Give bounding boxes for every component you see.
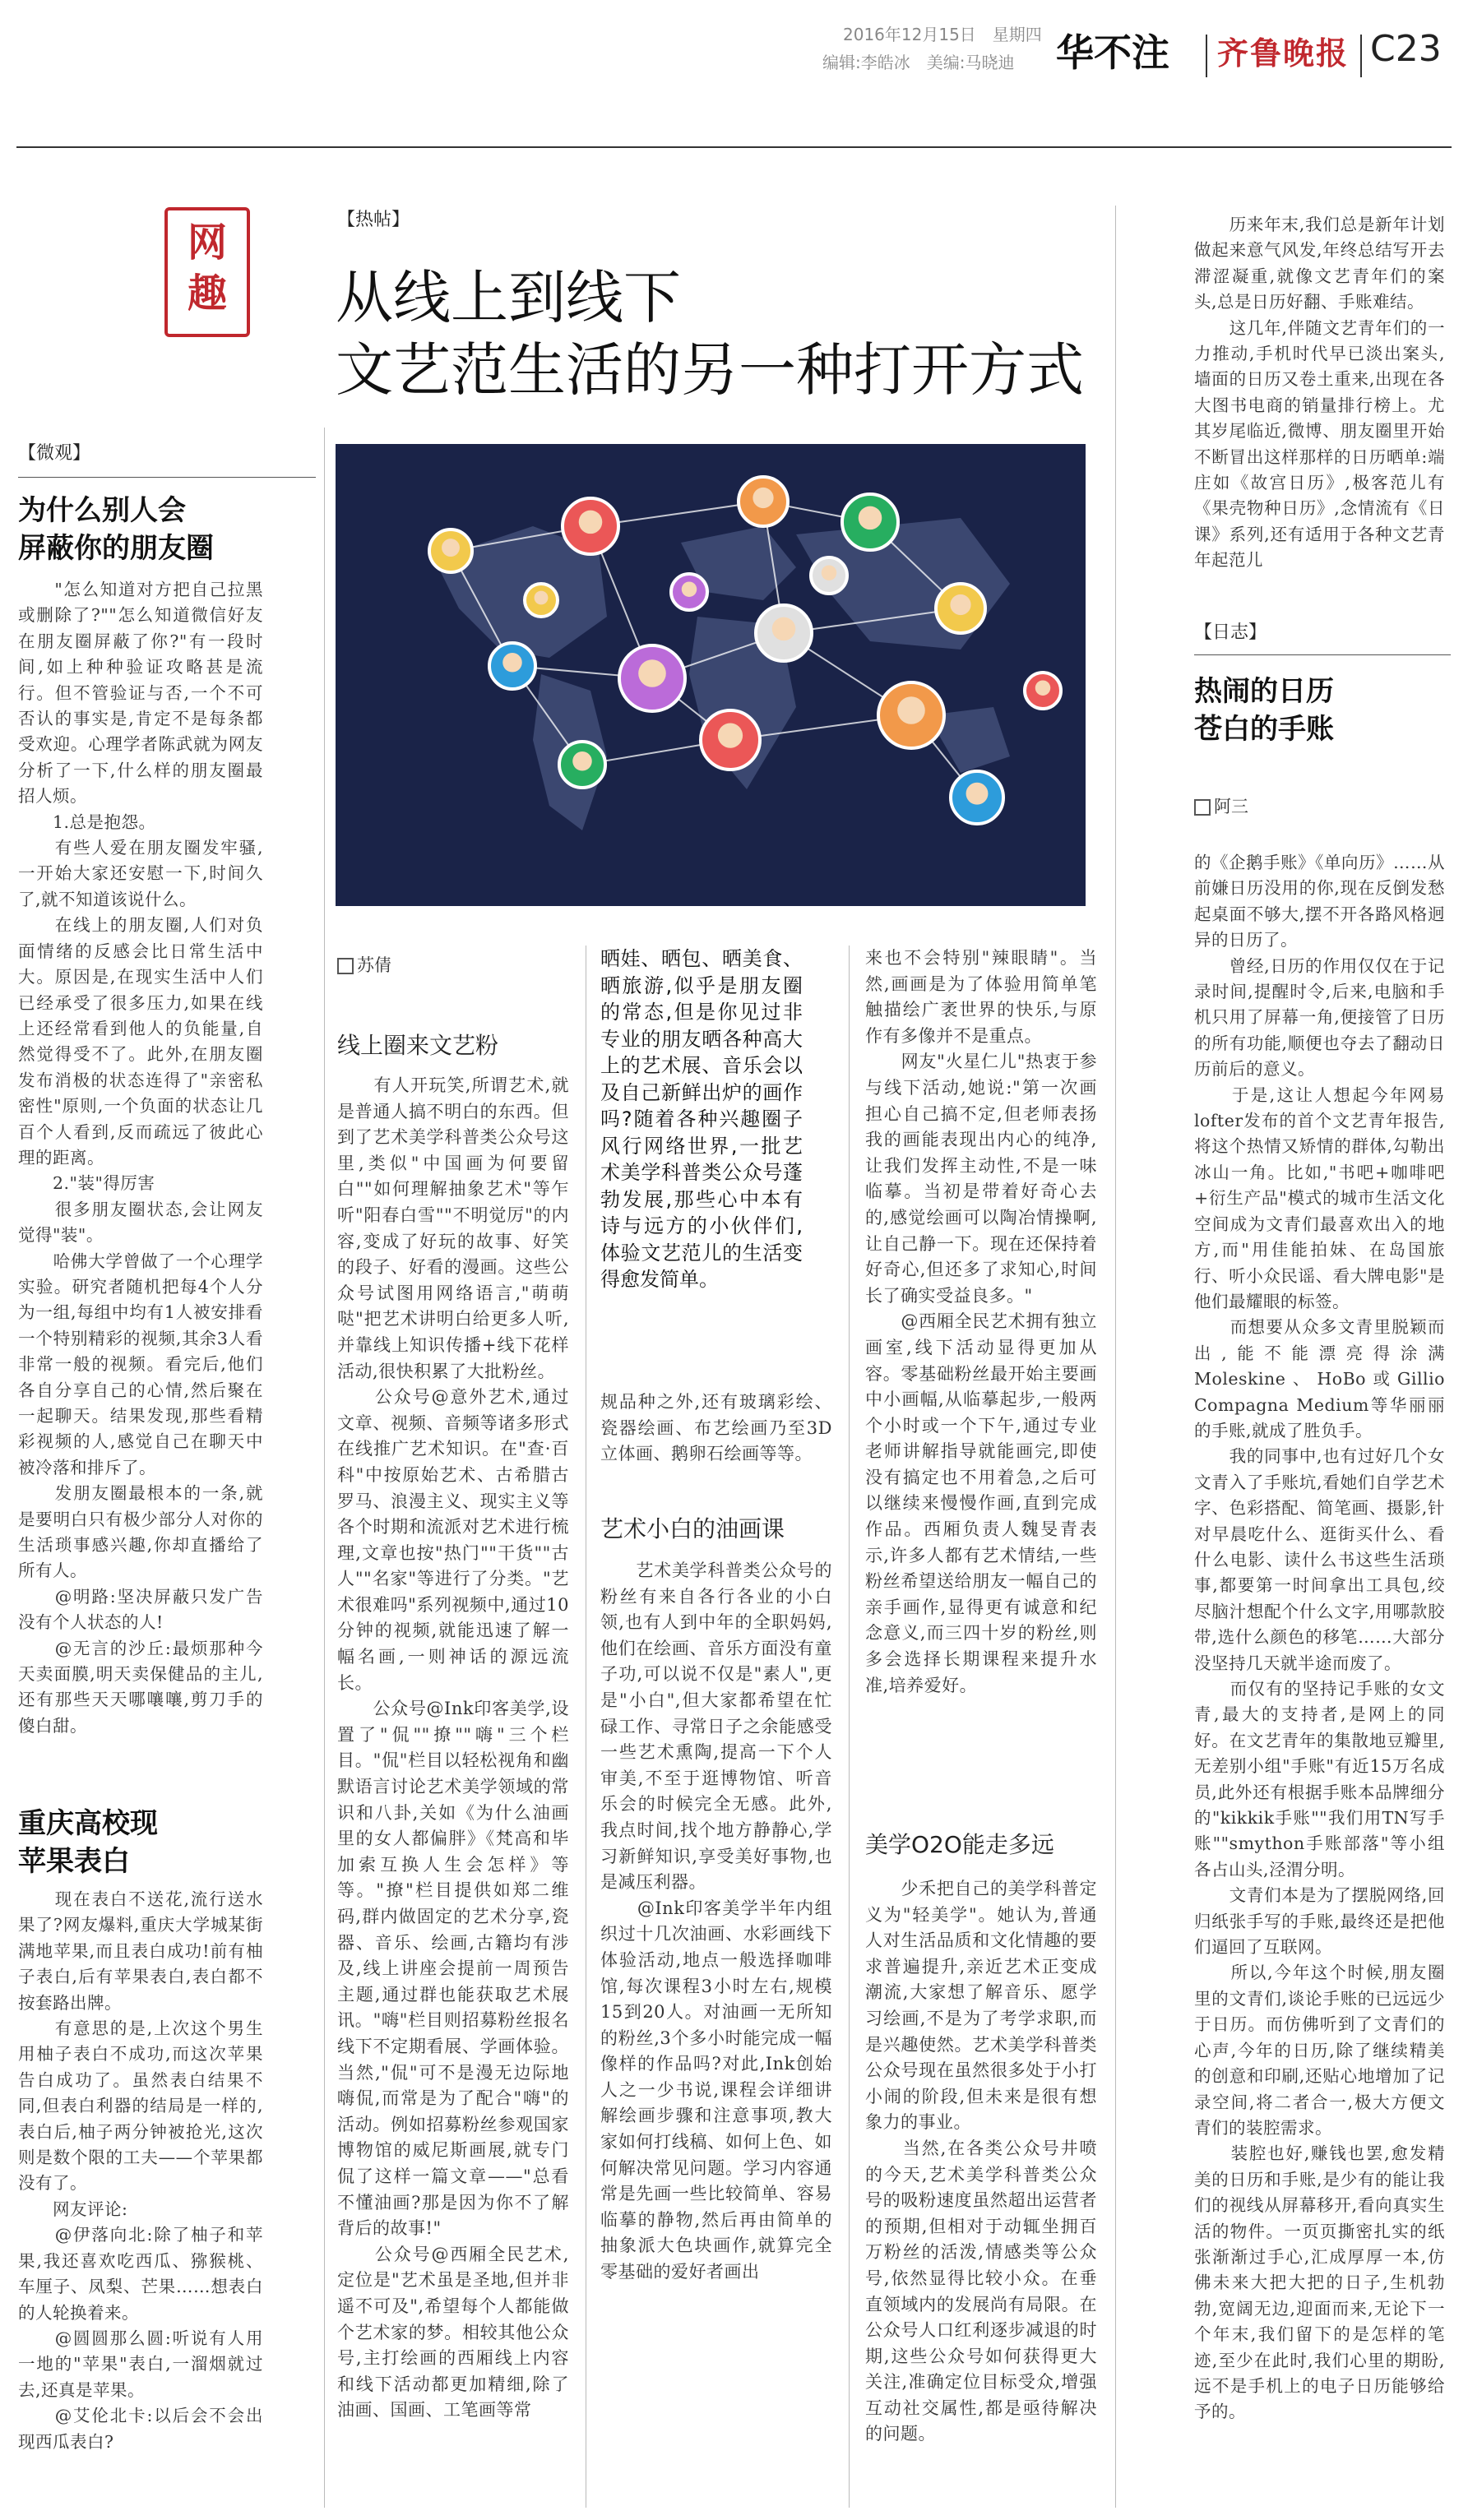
- main-headline-line2: 文艺范生活的另一种打开方式: [336, 336, 1084, 404]
- header-divider: [1206, 35, 1207, 77]
- network-illustration: [336, 444, 1086, 906]
- section-tag-weiguan: 【微观】: [18, 443, 91, 464]
- left-headline-2-line2: 苹果表白: [18, 1845, 130, 1878]
- right-article-body: 的《企鹅手账》《单向历》……从前嫌日历没用的你,现在反倒发愁起桌面不够大,摆不开各路风格迥异的日历了。 曾经,日历的作用仅仅在于记录时间,提醒时令,后来,电脑和手机只用了屏幕一角,便接管了日历的所有功能,顺便也夺去了翻动日历前后的意义。 于是,这让人想起今年网易lofter发布的首个文艺青年报告,将这个热情又矫情的群体,勾勒出冰山一角。比如,"书吧+咖啡吧+衍生产品"模式的城市生活文化空间成为文青们最喜欢出入的地方,而"用佳能拍妹、在岛国旅行、听小众民谣、看大牌电影"是他们最耀眼的标签。 而想要从众多文青里脱颖而出,能不能漂亮得涂满Moleskine、HoBo或Gillio Compagna Medium等华丽丽的手账,就成了胜负手。 我的同事中,也有过好几个女文青入了手账坑,看她们自学艺术字、色彩搭配、简笔画、摄影,针对早晨吃什么、逛街买什么、看什么电影、读什么书这些生活琐事,都要第一时间拿出工具包,绞尽脑汁想配个什么文字,用哪款胶带,选什么颜色的移笔……大部分没坚持几天就半途而废了。 而仅有的坚持记手账的女文青,最大的支持者,是网上的同好。在文艺青年的集散地豆瓣里,无差别小组"手账"有近15万名成员,此外还有根据手账本品牌细分的"kikkik手账""我们用TN写手账""smython手账部落"等小组各占山头,泾渭分明。 文青们本是为了摆脱网络,回归纸张手写的手账,最终还是把他们逼回了互联网。 所以,今年这个时候,朋友圈里的文青们,谈论手账的已远远少于日历。而仿佛听到了文青们的心声,今年的日历,除了继续精美的创意和印刷,还贴心地增加了记录空间,将二者合一,极大方便文青们的装腔需求。 装腔也好,赚钱也罢,愈发精美的日历和手账,是少有的能让我们的视线从屏幕移开,看向真实生活的物件。一页页撕密扎实的纸张渐渐过手心,汇成厚厚一本,仿佛未来大把大把的日子,生机勃勃,宽阔无边,迎面而来,无论下一个年末,我们留下的是怎样的笔迹,至少在此时,我们心里的期盼,远不是手机上的电子日历能够给予的。: [1194, 853, 1445, 2422]
- main-headline: [336, 261, 1084, 406]
- main-author: 苏倩: [357, 955, 391, 975]
- avatar-face: [682, 581, 697, 596]
- avatar-face: [897, 696, 925, 724]
- left-headline-2-line1: 重庆高校现: [18, 1807, 158, 1840]
- avatar-face: [950, 594, 970, 615]
- header-divider-2: [1360, 35, 1362, 77]
- avatar-face: [579, 511, 603, 534]
- byline-box-icon-2: [1194, 799, 1211, 816]
- avatar-face: [966, 783, 989, 805]
- avatar-face: [859, 506, 882, 530]
- avatar-face: [638, 659, 666, 687]
- left-article-1-body: "怎么知道对方把自己拉黑或删除了?""怎么知道微信好友在朋友圈屏蔽了你?"有一段时间,如上种种验证攻略甚是流行。但不管验证与否,一个不可否认的事实是,肯定不是每条都受欢迎。心理学者陈武就为网友分析了一下,什么样的朋友圈最招人烦。 1.总是抱怨。 有些人爱在朋友圈发牢骚,一开始大家还安慰一下,时间久了,就不知道该说什么。 在线上的朋友圈,人们对负面情绪的反感会比日常生活中大。原因是,在现实生活中人们已经承受了很多压力,如果在线上还经常看到他人的负能量,自然觉得受不了。此外,在朋友圈发布消极的状态连得了"亲密私密性"原则,一个负面的状态让几百个人看到,反而疏远了彼此心理的距离。 2."装"得厉害 很多朋友圈状态,会让网友觉得"装"。 哈佛大学曾做了一个心理学实验。研究者随机把每4个人分为一组,每组中均有1人被安排看一个特别精彩的视频,其余3人看非常一般的视频。看完后,他们各自分享自己的心情,然后聚在一起聊天。结果发现,那些看精彩视频的人,感觉自己在聊天中被冷落和排斥了。 发朋友圈最根本的一条,就是要明白只有极少部分人对你的生活琐事感兴趣,你却直播给了所有人。 @明路:坚决屏蔽只发广告没有个人状态的人! @无言的沙丘:最烦那种今天卖面膜,明天卖保健品的主儿,还有那些天天哪嚷嚷,剪刀手的傻白甜。: [18, 580, 263, 1736]
- editor-credits: 编辑:李皓冰 美编:马晓迪: [822, 53, 1015, 72]
- right-headline: [1194, 673, 1334, 748]
- subhead-2: 艺术小白的油画课: [600, 1515, 785, 1542]
- byline-box-icon: [337, 958, 354, 974]
- main-col-2b: 艺术美学科普类公众号的粉丝有来自各行各业的小白领,也有人到中年的全职妈妈,他们在绘画、音乐方面没有童子功,可以说不仅是"素人",更是"小白",但大家都希望在忙碌工作、寻常日子之余能感受一些艺术熏陶,提高一下个人审美,不至于逛博物馆、听音乐会的时候完全无感。此外,我点时间,找个地方静静心,学习新鲜知识,享受美好事物,也是减压利器。 @Ink印客美学半年内组织过十几次油画、水彩画线下体验活动,地点一般选择咖啡馆,每次课程3小时左右,规模15到20人。对油画一无所知的粉丝,3个多小时能完成一幅像样的作品吗?对此,Ink创始人之一少书说,课程会详细讲解绘画步骤和注意事项,教大家如何打线稿、如何上色、如何解决常见问题。学习内容通常是先画一些比较简单、容易临摹的静物,然后再由简单的抽象派大色块画作,就算完全零基础的爱好者画出: [600, 1561, 832, 2282]
- avatar-face: [772, 617, 796, 641]
- left-headline-2: [18, 1805, 158, 1880]
- avatar-face: [572, 751, 592, 771]
- right-byline: [1194, 793, 1248, 818]
- avatar-face: [1035, 680, 1050, 695]
- header-rule: [16, 146, 1452, 148]
- main-headline-line1: 从线上到线下: [336, 264, 681, 331]
- left-headline-1: [18, 492, 214, 567]
- issue-date: 2016年12月15日 星期四: [843, 25, 1042, 44]
- subhead-3: 美学O2O能走多远: [865, 1831, 1054, 1858]
- stamp-char-2: 趣: [187, 270, 227, 317]
- stamp-char-1: 网: [187, 220, 227, 266]
- main-col-3b: 少禾把自己的美学科普定义为"轻美学"。她认为,普通人对生活品质和文化情趣的要求普遍提升,亲近艺术正变成潮流,大家想了解音乐、愿学习绘画,不是为了考学求职,而是兴趣使然。艺术美学科普类公众号现在虽然很多处于小打小闹的阶段,但未来是很有想象力的事业。 当然,在各类公众号井喷的今天,艺术美学科普类公众号的吸粉速度虽然超出运营者的预期,但相对于动辄坐拥百万粉丝的活泼,情感类等公众号,依然显得比较小众。在垂直领域内的发展尚有局限。在公众号人口红利逐步减退的时期,这些公众号如何获得更大关注,准确定位目标受众,增强互动社交属性,都是亟待解决的问题。: [865, 1879, 1097, 2444]
- left-column-divider: [324, 428, 325, 2508]
- avatar-face: [718, 723, 743, 747]
- avatar-face: [535, 591, 549, 605]
- right-author: 阿三: [1214, 797, 1248, 816]
- main-col-1: 有人开玩笑,所谓艺术,就是普通人搞不明白的东西。但到了艺术美学科普类公众号这里,类似"中国画为何要留白""如何理解抽象艺术"等乍听"阳春白雪""不明觉厉"的内容,变成了好玩的故事、好笑的段子、好看的漫画。这些公众号试图用网络语言,"萌萌哒"把艺术讲明白给更多人听,并靠线上知识传播+线下花样活动,很快积累了大批粉丝。 公众号@意外艺术,通过文章、视频、音频等诸多形式在线推广艺术知识。在"查·百科"中按原始艺术、古希腊古罗马、浪漫主义、现实主义等各个时期和流派对艺术进行梳理,文章也按"热门""干货""古人""名家"等进行了分类。"艺术很难吗"系列视频中,通过10分钟的视频,就能迅速了解一幅名画,一则神话的源远流长。 公众号@Ink印客美学,设置了"侃""撩""嗨"三个栏目。"侃"栏目以轻松视角和幽默语言讨论艺术美学领域的常识和八卦,关如《为什么油画里的女人都偏胖》《梵高和毕加索互换人生会怎样》等等。"撩"栏目提供如郑二维码,群内做固定的艺术分享,瓷器、音乐、绘画,古籍均有涉及,线上讲座会提前一周预告主题,通过群也能获取艺术展讯。"嗨"栏目则招募粉丝报名线下不定期看展、学画体验。当然,"侃"可不是漫无边际地嗨侃,而常是为了配合"嗨"的活动。例如招募粉丝参观国家博物馆的威尼斯画展,就专门侃了这样一篇文章——"总看不懂油画?那是因为你不了解背后的故事!" 公众号@西厢全民艺术,定位是"艺术虽是圣地,但并非遥不可及",希望每个人都能做个艺术家的梦。相较其他公众号,主打绘画的西厢线上内容和线下活动都更加精细,除了油画、国画、工笔画等常: [337, 1075, 569, 2421]
- wangqu-stamp: [164, 207, 250, 337]
- right-headline-line1: 热闹的日历: [1194, 675, 1334, 708]
- column-name: 华不注: [1056, 30, 1169, 75]
- main-divider-2: [849, 946, 850, 2508]
- left-headline-1-line1: 为什么别人会: [18, 494, 186, 527]
- main-lead: 晒娃、晒包、晒美食、晒旅游,似乎是朋友圈的常态,但是你见过非专业的朋友晒各种高大上的艺术展、音乐会以及自己新鲜出炉的画作吗?随着各种兴趣圈子风行网络世界,一批艺术美学科普类公众号蓬勃发展,那些心中本有诗与远方的小伙伴们,体验文艺范儿的生活变得愈发简单。: [600, 947, 803, 1291]
- right-intro: 历来年末,我们总是新年计划做起来意气风发,年终总结写开去滞涩凝重,就像文艺青年们的案头,总是日历好翻、手账难结。 这几年,伴随文艺青年们的一力推动,手机时代早已淡出案头,墙面的日历又卷土重来,出现在各大图书电商的销量排行榜上。尤其岁尾临近,微博、朋友圈里开始不断冒出这样那样的日历晒单:端庄如《故宫日历》,极客范儿有《果壳物种日历》,念情流有《日课》系列,还有适用于各种文艺青年起范儿: [1194, 215, 1445, 571]
- subhead-1: 线上圈来文艺粉: [337, 1032, 499, 1059]
- avatar-face: [822, 565, 836, 580]
- main-col-2a: 规品种之外,还有玻璃彩绘、瓷器绘画、布艺绘画乃至3D立体画、鹅卵石绘画等等。: [600, 1392, 832, 1464]
- right-headline-line2: 苍白的手账: [1194, 713, 1334, 746]
- left-article-2-body: 现在表白不送花,流行送水果了?网友爆料,重庆大学城某街满地苹果,而且表白成功!前有柚子表白,后有苹果表白,表白都不按套路出牌。 有意思的是,上次这个男生用柚子表白不成功,而这次苹果告白成功了。虽然表白结果不同,但表白利器的结局是一样的,表白后,柚子两分钟被抢光,这次则是数个限的工夫——个苹果都没有了。 网友评论: @伊落向北:除了柚子和苹果,我还喜欢吃西瓜、猕猴桃、车厘子、凤梨、芒果……想表白的人轮换着来。 @圆圆那么圆:听说有人用一地的"苹果"表白,一溜烟就过去,还真是苹果。 @艾伦北卡:以后会不会出现西瓜表白?: [18, 1889, 263, 2452]
- right-rule: [1194, 654, 1451, 655]
- left-headline-1-line2: 屏蔽你的朋友圈: [18, 532, 214, 565]
- avatar-face: [753, 488, 773, 508]
- main-col-3a: 来也不会特别"辣眼睛"。当然,画画是为了体验用简单笔触描绘广袤世界的快乐,与原作有多像并不是重点。 网友"火星仁儿"热衷于参与线下活动,她说:"第一次画担心自己搞不定,但老师表扬我的画能表现出内心的纯净,让我们发挥主动性,不是一味临摹。当初是带着好奇心去的,感觉绘画可以陶冶情操啊,让自己静一下。现在还保持着好奇心,但还多了求知心,时间长了确实受益良多。" @西厢全民艺术拥有独立画室,线下活动显得更加从容。零基础粉丝最开始主要画中小画幅,从临摹起步,一般两个小时或一个下午,通过专业老师讲解指导就能画完,即使没有搞定也不用着急,之后可以继续来慢慢作画,直到完成作品。西厢负责人魏旻青表示,许多人都有艺术情结,一些粉丝希望送给朋友一幅自己的亲手画作,显得更有诚意和纪念意义,而三四十岁的粉丝,则多会选择长期课程来提升水准,培养爱好。: [865, 948, 1097, 1695]
- main-byline: [337, 952, 391, 977]
- avatar-face: [442, 539, 460, 557]
- section-tag-rizhi: 【日志】: [1194, 622, 1267, 643]
- avatar-face: [502, 653, 522, 673]
- newspaper-logo: 齐鲁晚报: [1217, 35, 1350, 72]
- page-number: C23: [1370, 28, 1442, 70]
- left-rule: [18, 477, 316, 478]
- right-column-divider: [1115, 206, 1116, 2508]
- section-tag-retie: 【热帖】: [337, 210, 410, 230]
